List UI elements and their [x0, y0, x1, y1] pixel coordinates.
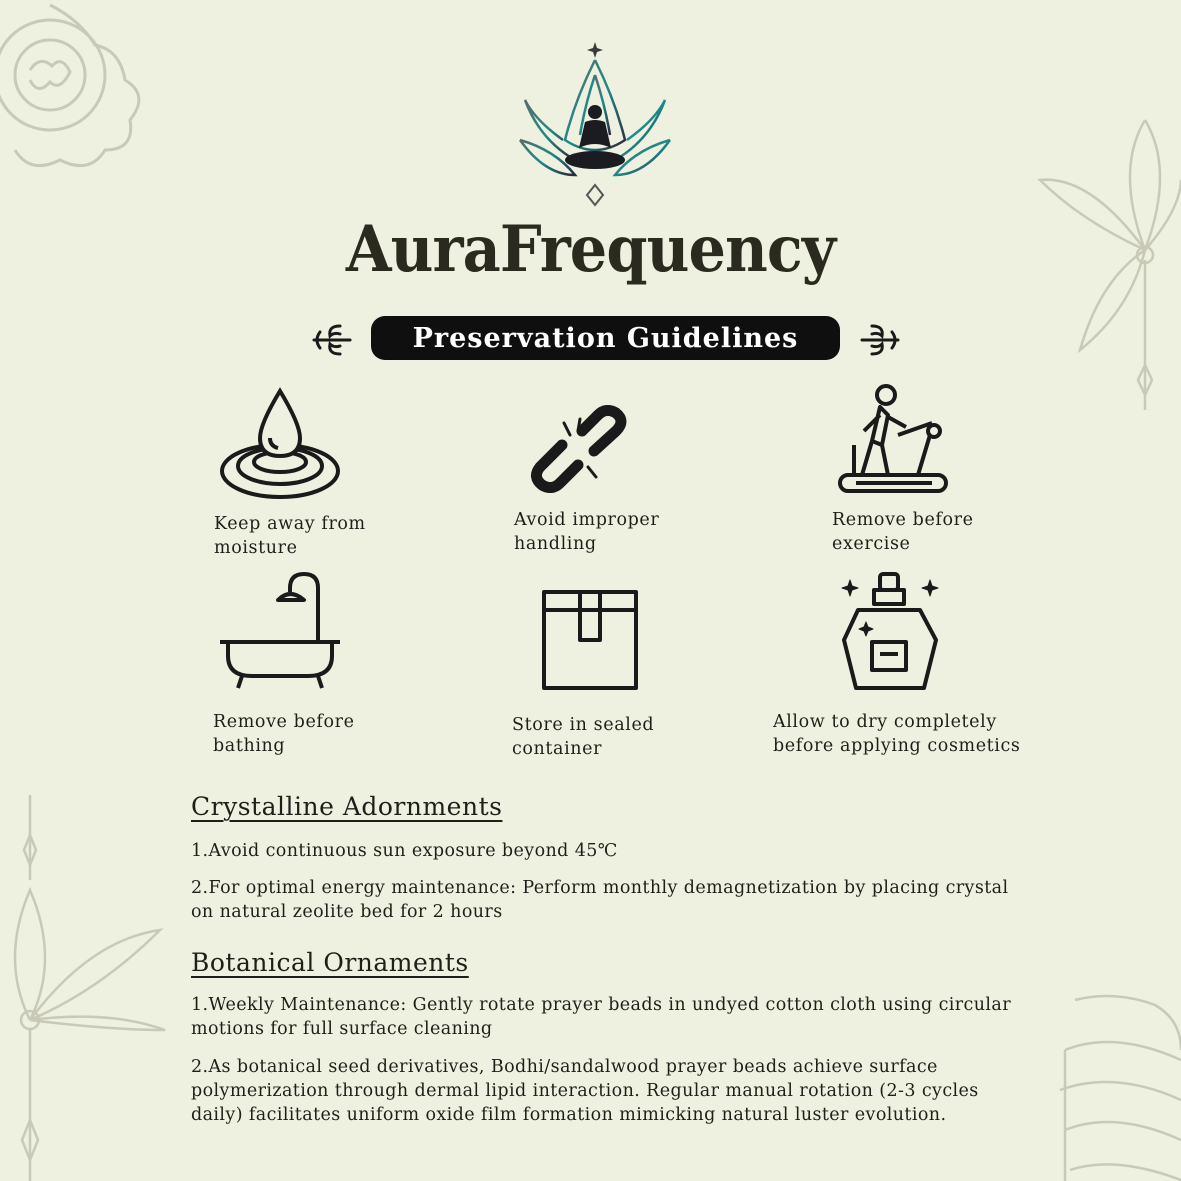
lotus-ornament-bottom-left: [0, 790, 180, 1181]
water-drop-icon: [218, 386, 342, 501]
crystalline-item-2: 2.For optimal energy maintenance: Perform monthly demagnetization by placing crystal on natural zeolite bed for 2 hours: [191, 878, 1009, 922]
flourish-left-icon: [310, 318, 354, 362]
guideline-label-handling: Avoid improper handling: [514, 510, 660, 554]
botanical-item-2: 2.As botanical seed derivatives, Bodhi/sandalwood prayer beads achieve surface polymerization through dermal lipid interaction. Regular manual rotation (2-3 cycles daily) facilitates uniform oxide film formation mimicking natural luster evolution.: [191, 1057, 979, 1125]
ornament-bottom-right: [1045, 990, 1181, 1181]
broken-chain-icon: [522, 405, 637, 493]
botanical-item-1: 1.Weekly Maintenance: Gently rotate prayer beads in undyed cotton cloth using circular motions for full surface cleaning: [191, 995, 1012, 1039]
mandala-ornament-top-left: [0, 0, 160, 180]
guideline-label-exercise: Remove before exercise: [832, 510, 974, 554]
section-title-botanical: Botanical Ornaments: [191, 948, 469, 977]
lotus-meditation-logo: [515, 40, 675, 210]
guideline-label-bathing: Remove before bathing: [213, 712, 355, 756]
crystalline-item-1: 1.Avoid continuous sun exposure beyond 45℃: [191, 841, 618, 861]
bathtub-icon: [218, 570, 342, 692]
banner-title: Preservation Guidelines: [371, 316, 840, 360]
section-title-crystalline: Crystalline Adornments: [191, 792, 503, 821]
perfume-bottle-icon: [838, 570, 948, 692]
guideline-label-moisture: Keep away from moisture: [214, 514, 366, 558]
brand-name: AuraFrequency: [345, 212, 836, 287]
flourish-right-icon: [858, 318, 902, 362]
guideline-label-cosmetics: Allow to dry completely before applying cosmetics: [773, 712, 1021, 756]
guideline-label-container: Store in sealed container: [512, 715, 655, 759]
treadmill-icon: [836, 383, 951, 498]
sealed-box-icon: [540, 588, 640, 692]
